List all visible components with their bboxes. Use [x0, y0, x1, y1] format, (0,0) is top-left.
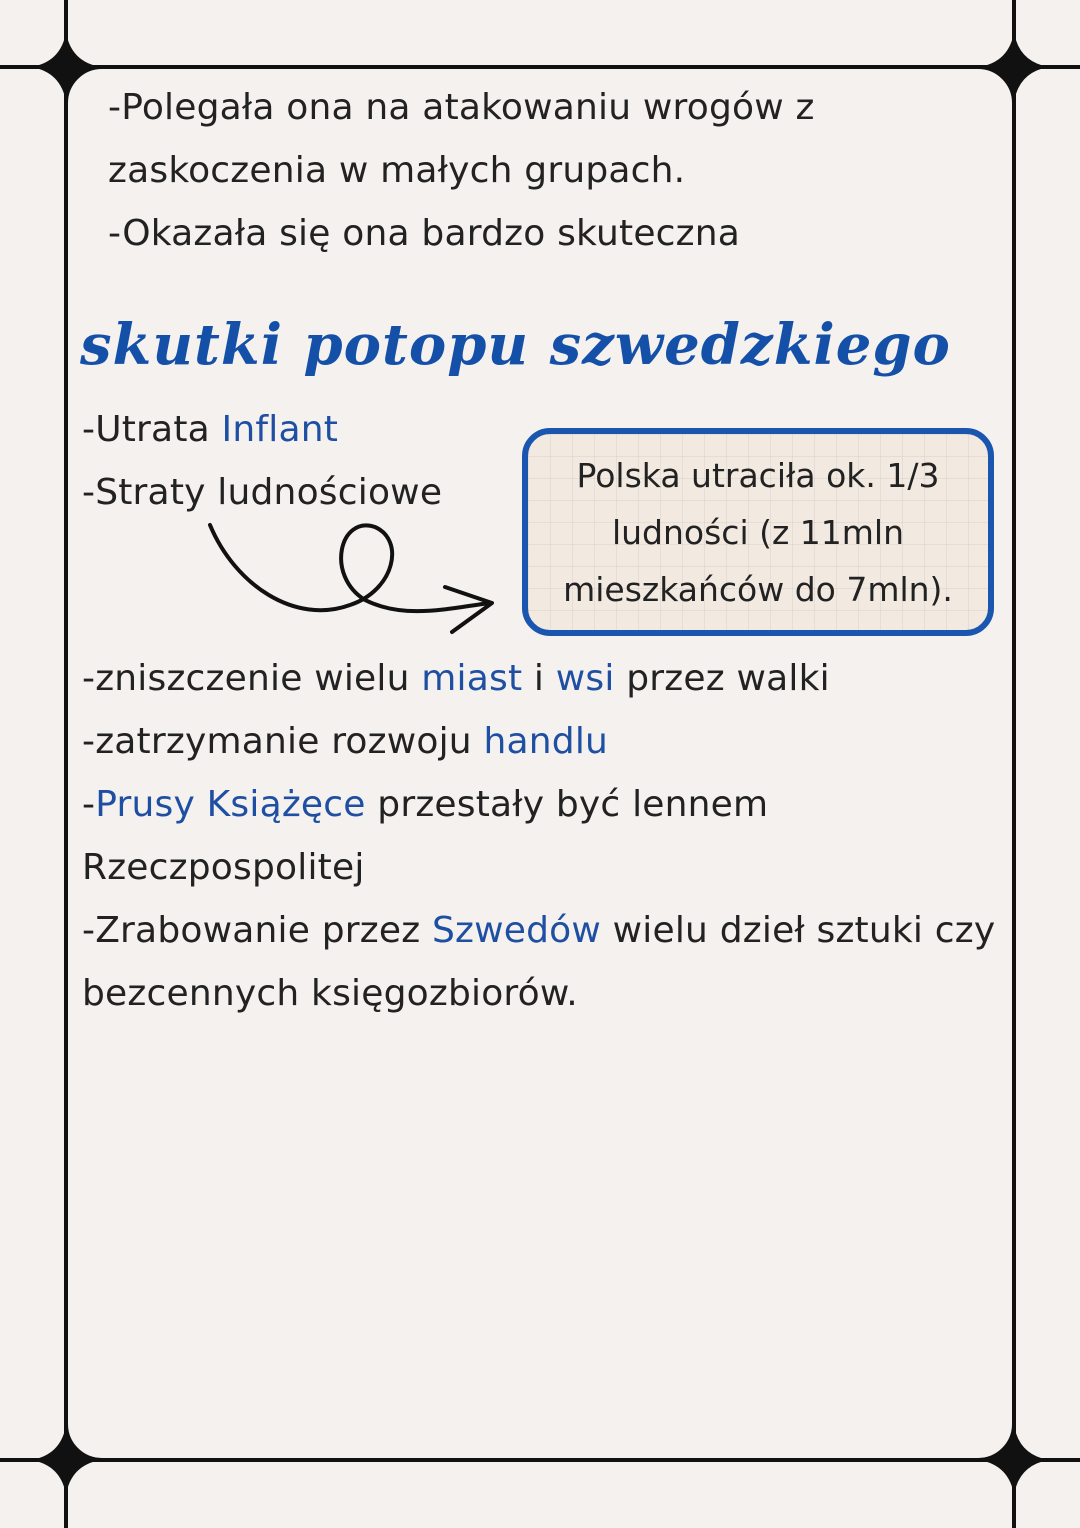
effect-item-2: -Straty ludnościowe	[82, 472, 443, 513]
effect-text: wielu dzieł sztuki czy	[601, 910, 996, 951]
note-line-1: Polska utraciła ok. 1/3	[576, 455, 940, 495]
note-line-3: mieszkańców do 7mln).	[563, 569, 953, 609]
intro-line-2: zaskoczenia w małych grupach.	[108, 150, 686, 191]
effect-text: i	[522, 658, 556, 699]
effect-text: -zniszczenie wielu	[82, 658, 422, 699]
population-loss-note	[522, 428, 994, 636]
effect-text: -zatrzymanie rozwoju	[82, 721, 484, 762]
intro-line-3: -Okazała się ona bardzo skuteczna	[108, 213, 741, 254]
effect-highlight: wsi	[555, 658, 615, 699]
four-point-star-icon	[31, 1425, 101, 1495]
four-point-star-icon	[979, 32, 1049, 102]
four-point-star-icon	[31, 32, 101, 102]
effect-item-1	[82, 408, 338, 452]
effect-item-5	[82, 783, 768, 827]
note-line-2: ludności (z 11mln	[611, 512, 905, 552]
effect-text: przez walki	[614, 658, 830, 699]
effect-text: przestały być lennem	[365, 784, 769, 825]
effect-item-6-continued: bezcennych księgozbiorów.	[82, 973, 578, 1014]
effect-highlight: miast	[421, 658, 523, 699]
intro-line-1: -Polegała ona na atakowaniu wrogów z	[108, 87, 815, 128]
effect-text: -	[82, 784, 96, 825]
effect-highlight: Inflant	[221, 409, 339, 450]
effect-item-6	[82, 909, 995, 953]
effect-text: -Zrabowanie przez	[82, 910, 432, 951]
effect-highlight: Prusy Książęce	[95, 784, 366, 825]
effect-highlight: handlu	[483, 721, 609, 762]
effect-text: -Utrata	[82, 409, 222, 450]
effect-item-3	[82, 657, 830, 701]
curly-arrow-icon	[190, 505, 500, 640]
effect-item-5-continued: Rzeczpospolitej	[82, 847, 365, 888]
four-point-star-icon	[979, 1425, 1049, 1495]
effect-highlight: Szwedów	[431, 910, 602, 951]
section-heading: skutki potopu szwedzkiego	[80, 312, 951, 378]
effect-item-4	[82, 720, 608, 764]
